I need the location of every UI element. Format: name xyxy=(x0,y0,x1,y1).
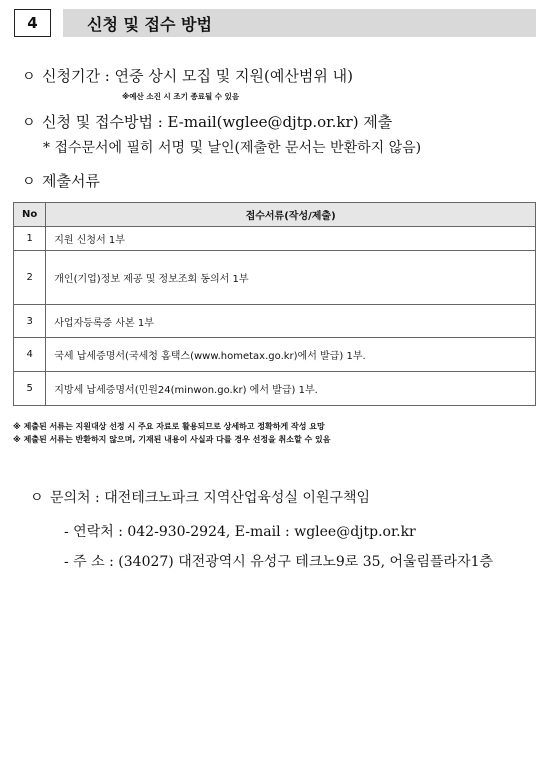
row-no: 3 xyxy=(14,305,46,338)
contact-phone-email: - 연락처 : 042-930-2924, E-mail : wglee@djtp.or.kr xyxy=(64,524,416,540)
method-note: * 접수문서에 필히 서명 및 날인(제출한 문서는 반환하지 않음) xyxy=(43,140,422,156)
row-no: 5 xyxy=(14,372,46,406)
documents-table xyxy=(13,202,536,406)
section-header xyxy=(14,9,536,41)
row-no: 2 xyxy=(14,251,46,305)
circle-bullet-icon: ㅇ xyxy=(22,69,36,85)
table-row xyxy=(14,227,536,251)
header-documents: 접수서류(작성/제출) xyxy=(46,203,536,227)
warning-note-2: ※ 제출된 서류는 반환하지 않으며, 기재된 내용이 사실과 다를 경우 선정을 취소할 수 있음 xyxy=(13,435,331,444)
row-no: 1 xyxy=(14,227,46,251)
header-no: No xyxy=(14,203,46,227)
table-row xyxy=(14,372,536,406)
row-content: 사업자등록증 사본 1부 xyxy=(46,305,536,338)
warning-note-1: ※ 제출된 서류는 지원대상 선정 시 주요 자료로 활용되므로 상세하고 정확하게 작성 요망 xyxy=(13,422,325,431)
row-content: 개인(기업)정보 제공 및 정보조회 동의서 1부 xyxy=(46,251,536,305)
row-content: 지원 신청서 1부 xyxy=(46,227,536,251)
table-row xyxy=(14,338,536,372)
table-header-row xyxy=(14,203,536,227)
period-note: ※예산 소진 시 조기 종료될 수 있음 xyxy=(122,92,240,101)
method-item xyxy=(22,111,392,132)
period-text: 신청기간 : 연중 상시 모집 및 지원(예산범위 내) xyxy=(42,67,353,85)
section-number: 4 xyxy=(14,9,51,37)
documents-text: 제출서류 xyxy=(42,172,100,190)
circle-bullet-icon: ㅇ xyxy=(22,115,36,131)
documents-item xyxy=(22,170,100,191)
table-row xyxy=(14,305,536,338)
section-title: 신청 및 접수 방법 xyxy=(63,9,536,37)
circle-bullet-icon: ㅇ xyxy=(22,174,36,190)
table-row xyxy=(14,251,536,305)
period-item xyxy=(22,65,353,86)
inquiry-text: 문의처 : 대전테크노파크 지역산업육성실 이원구책임 xyxy=(50,490,371,506)
contact-address: - 주 소 : (34027) 대전광역시 유성구 테크노9로 35, 어울림플라자1층 xyxy=(64,554,494,570)
row-content: 지방세 납세증명서(민원24(minwon.go.kr) 에서 발급) 1부. xyxy=(46,372,536,406)
method-text: 신청 및 접수방법 : E-mail(wglee@djtp.or.kr) 제출 xyxy=(42,113,393,131)
circle-bullet-icon: ㅇ xyxy=(30,490,44,506)
row-no: 4 xyxy=(14,338,46,372)
inquiry-item xyxy=(30,487,370,507)
row-content: 국세 납세증명서(국세청 홈택스(www.hometax.go.kr)에서 발급) 1부. xyxy=(46,338,536,372)
